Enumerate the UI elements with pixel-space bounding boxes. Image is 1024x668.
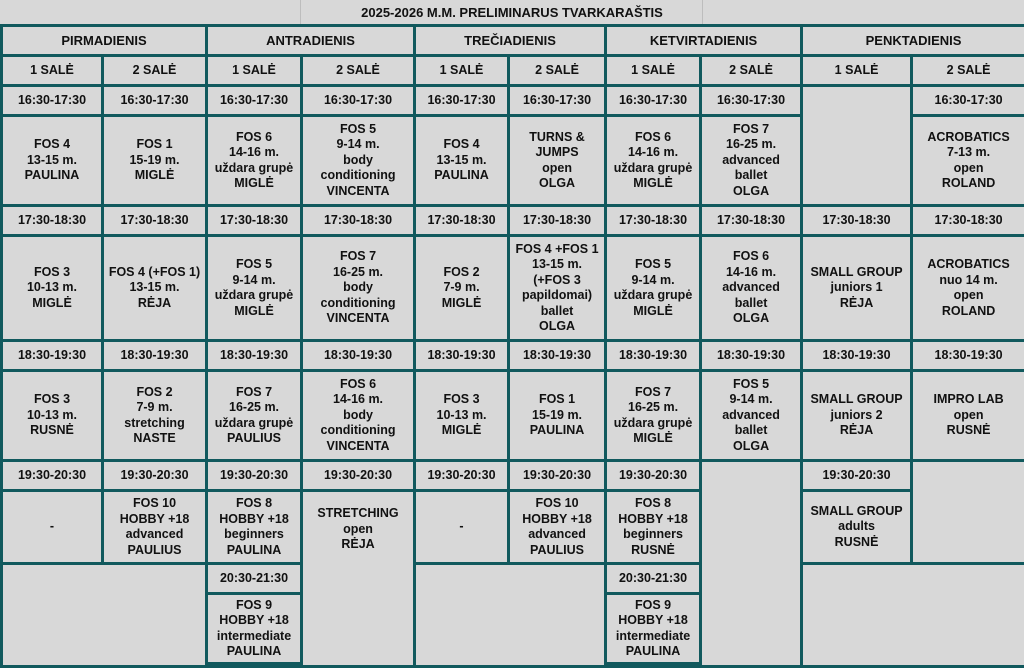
class-cell: FOS 4 13-15 m. PAULINA: [415, 116, 509, 206]
class-cell: STRETCHING open RĖJA: [302, 491, 415, 667]
class-cell: TURNS & JUMPS open OLGA: [509, 116, 606, 206]
class-cell: FOS 1 15-19 m. MIGLĖ: [103, 116, 207, 206]
day-header-tuesday: ANTRADIENIS: [207, 26, 415, 56]
schedule-title: 2025-2026 M.M. PRELIMINARUS TVARKARAŠTIS: [0, 0, 1024, 24]
class-row-1930: [2, 491, 1024, 564]
time-slot: 18:30-19:30: [912, 341, 1024, 371]
hall-header: 2 SALĖ: [302, 56, 415, 86]
class-cell: FOS 3 10-13 m. MIGLĖ: [2, 236, 103, 341]
class-cell: FOS 9 HOBBY +18 intermediate PAULINA: [606, 594, 701, 664]
day-header-monday: PIRMADIENIS: [2, 26, 207, 56]
hall-header: 1 SALĖ: [802, 56, 912, 86]
time-slot: 16:30-17:30: [912, 86, 1024, 116]
time-slot: 18:30-19:30: [302, 341, 415, 371]
time-slot: 19:30-20:30: [415, 461, 509, 491]
hall-header: 2 SALĖ: [912, 56, 1024, 86]
empty-cell: [701, 461, 802, 667]
schedule-table: [0, 24, 1024, 668]
class-cell: FOS 5 9-14 m. uždara grupė MIGLĖ: [606, 236, 701, 341]
time-slot: 16:30-17:30: [302, 86, 415, 116]
class-cell: SMALL GROUP juniors 1 RĖJA: [802, 236, 912, 341]
day-header-friday: PENKTADIENIS: [802, 26, 1024, 56]
class-cell: FOS 10 HOBBY +18 advanced PAULIUS: [509, 491, 606, 564]
time-slot: 18:30-19:30: [207, 341, 302, 371]
time-slot: 16:30-17:30: [701, 86, 802, 116]
time-row-1730: [2, 206, 1024, 236]
time-slot: 17:30-18:30: [302, 206, 415, 236]
time-row-2030: [2, 564, 1024, 594]
time-slot: 16:30-17:30: [606, 86, 701, 116]
time-row-1830: [2, 341, 1024, 371]
time-slot: 17:30-18:30: [415, 206, 509, 236]
class-cell: FOS 2 7-9 m. stretching NASTE: [103, 371, 207, 461]
time-slot: 18:30-19:30: [606, 341, 701, 371]
day-header-wednesday: TREČIADIENIS: [415, 26, 606, 56]
time-slot: 16:30-17:30: [415, 86, 509, 116]
time-slot: 19:30-20:30: [207, 461, 302, 491]
class-cell: FOS 4 13-15 m. PAULINA: [2, 116, 103, 206]
time-row-1630: [2, 86, 1024, 116]
time-slot: 18:30-19:30: [509, 341, 606, 371]
time-slot: 17:30-18:30: [103, 206, 207, 236]
class-cell: FOS 5 9-14 m. advanced ballet OLGA: [701, 371, 802, 461]
empty-cell: [2, 564, 207, 667]
class-cell: FOS 8 HOBBY +18 beginners RUSNĖ: [606, 491, 701, 564]
class-cell: FOS 7 16-25 m. uždara grupė MIGLĖ: [606, 371, 701, 461]
class-cell: FOS 10 HOBBY +18 advanced PAULIUS: [103, 491, 207, 564]
class-cell: -: [415, 491, 509, 564]
empty-cell: [802, 564, 1024, 667]
class-cell: FOS 6 14-16 m. uždara grupė MIGLĖ: [207, 116, 302, 206]
class-cell: FOS 7 16-25 m. body conditioning VINCENTA: [302, 236, 415, 341]
time-row-1930: [2, 461, 1024, 491]
hall-header: 1 SALĖ: [207, 56, 302, 86]
class-cell: FOS 4 (+FOS 1) 13-15 m. RĖJA: [103, 236, 207, 341]
hall-header: 1 SALĖ: [415, 56, 509, 86]
class-cell: SMALL GROUP adults RUSNĖ: [802, 491, 912, 564]
time-slot: 17:30-18:30: [2, 206, 103, 236]
time-slot: 18:30-19:30: [103, 341, 207, 371]
time-slot: 19:30-20:30: [509, 461, 606, 491]
empty-cell: [802, 86, 912, 206]
time-slot: 19:30-20:30: [606, 461, 701, 491]
time-slot: 17:30-18:30: [701, 206, 802, 236]
time-slot: 17:30-18:30: [606, 206, 701, 236]
class-cell: FOS 7 16-25 m. uždara grupė PAULIUS: [207, 371, 302, 461]
class-cell: FOS 9 HOBBY +18 intermediate PAULINA: [207, 594, 302, 664]
class-cell: ACROBATICS 7-13 m. open ROLAND: [912, 116, 1024, 206]
class-cell: FOS 6 14-16 m. body conditioning VINCENTA: [302, 371, 415, 461]
class-cell: FOS 1 15-19 m. PAULINA: [509, 371, 606, 461]
class-cell: ACROBATICS nuo 14 m. open ROLAND: [912, 236, 1024, 341]
time-slot: 19:30-20:30: [2, 461, 103, 491]
class-row-1830: [2, 371, 1024, 461]
hall-header: 2 SALĖ: [103, 56, 207, 86]
time-slot: 19:30-20:30: [802, 461, 912, 491]
class-cell: FOS 5 9-14 m. uždara grupė MIGLĖ: [207, 236, 302, 341]
hall-header: 1 SALĖ: [606, 56, 701, 86]
time-slot: 17:30-18:30: [509, 206, 606, 236]
time-slot: 18:30-19:30: [2, 341, 103, 371]
class-cell: FOS 6 14-16 m. advanced ballet OLGA: [701, 236, 802, 341]
filler-cell: [606, 664, 701, 667]
hall-header: 2 SALĖ: [701, 56, 802, 86]
time-slot: 20:30-21:30: [207, 564, 302, 594]
time-slot: 16:30-17:30: [103, 86, 207, 116]
class-cell: FOS 5 9-14 m. body conditioning VINCENTA: [302, 116, 415, 206]
time-slot: 17:30-18:30: [802, 206, 912, 236]
time-slot: 16:30-17:30: [509, 86, 606, 116]
class-cell: FOS 2 7-9 m. MIGLĖ: [415, 236, 509, 341]
class-cell: FOS 4 +FOS 1 13-15 m. (+FOS 3 papildomai) ballet OLGA: [509, 236, 606, 341]
empty-cell: [912, 461, 1024, 564]
class-row-1730: [2, 236, 1024, 341]
class-cell: IMPRO LAB open RUSNĖ: [912, 371, 1024, 461]
class-cell: FOS 8 HOBBY +18 beginners PAULINA: [207, 491, 302, 564]
time-slot: 17:30-18:30: [912, 206, 1024, 236]
day-header-row: [2, 26, 1024, 56]
class-cell: FOS 3 10-13 m. RUSNĖ: [2, 371, 103, 461]
day-header-thursday: KETVIRTADIENIS: [606, 26, 802, 56]
class-cell: FOS 3 10-13 m. MIGLĖ: [415, 371, 509, 461]
class-cell: SMALL GROUP juniors 2 RĖJA: [802, 371, 912, 461]
time-slot: 16:30-17:30: [207, 86, 302, 116]
time-slot: 16:30-17:30: [2, 86, 103, 116]
class-cell: -: [2, 491, 103, 564]
hall-header: 2 SALĖ: [509, 56, 606, 86]
hall-header: 1 SALĖ: [2, 56, 103, 86]
class-cell: FOS 7 16-25 m. advanced ballet OLGA: [701, 116, 802, 206]
class-cell: FOS 6 14-16 m. uždara grupė MIGLĖ: [606, 116, 701, 206]
time-slot: 19:30-20:30: [103, 461, 207, 491]
filler-cell: [207, 664, 302, 667]
time-slot: 20:30-21:30: [606, 564, 701, 594]
time-slot: 18:30-19:30: [415, 341, 509, 371]
time-slot: 17:30-18:30: [207, 206, 302, 236]
hall-header-row: [2, 56, 1024, 86]
time-slot: 18:30-19:30: [802, 341, 912, 371]
time-slot: 19:30-20:30: [302, 461, 415, 491]
empty-cell: [415, 564, 606, 667]
time-slot: 18:30-19:30: [701, 341, 802, 371]
